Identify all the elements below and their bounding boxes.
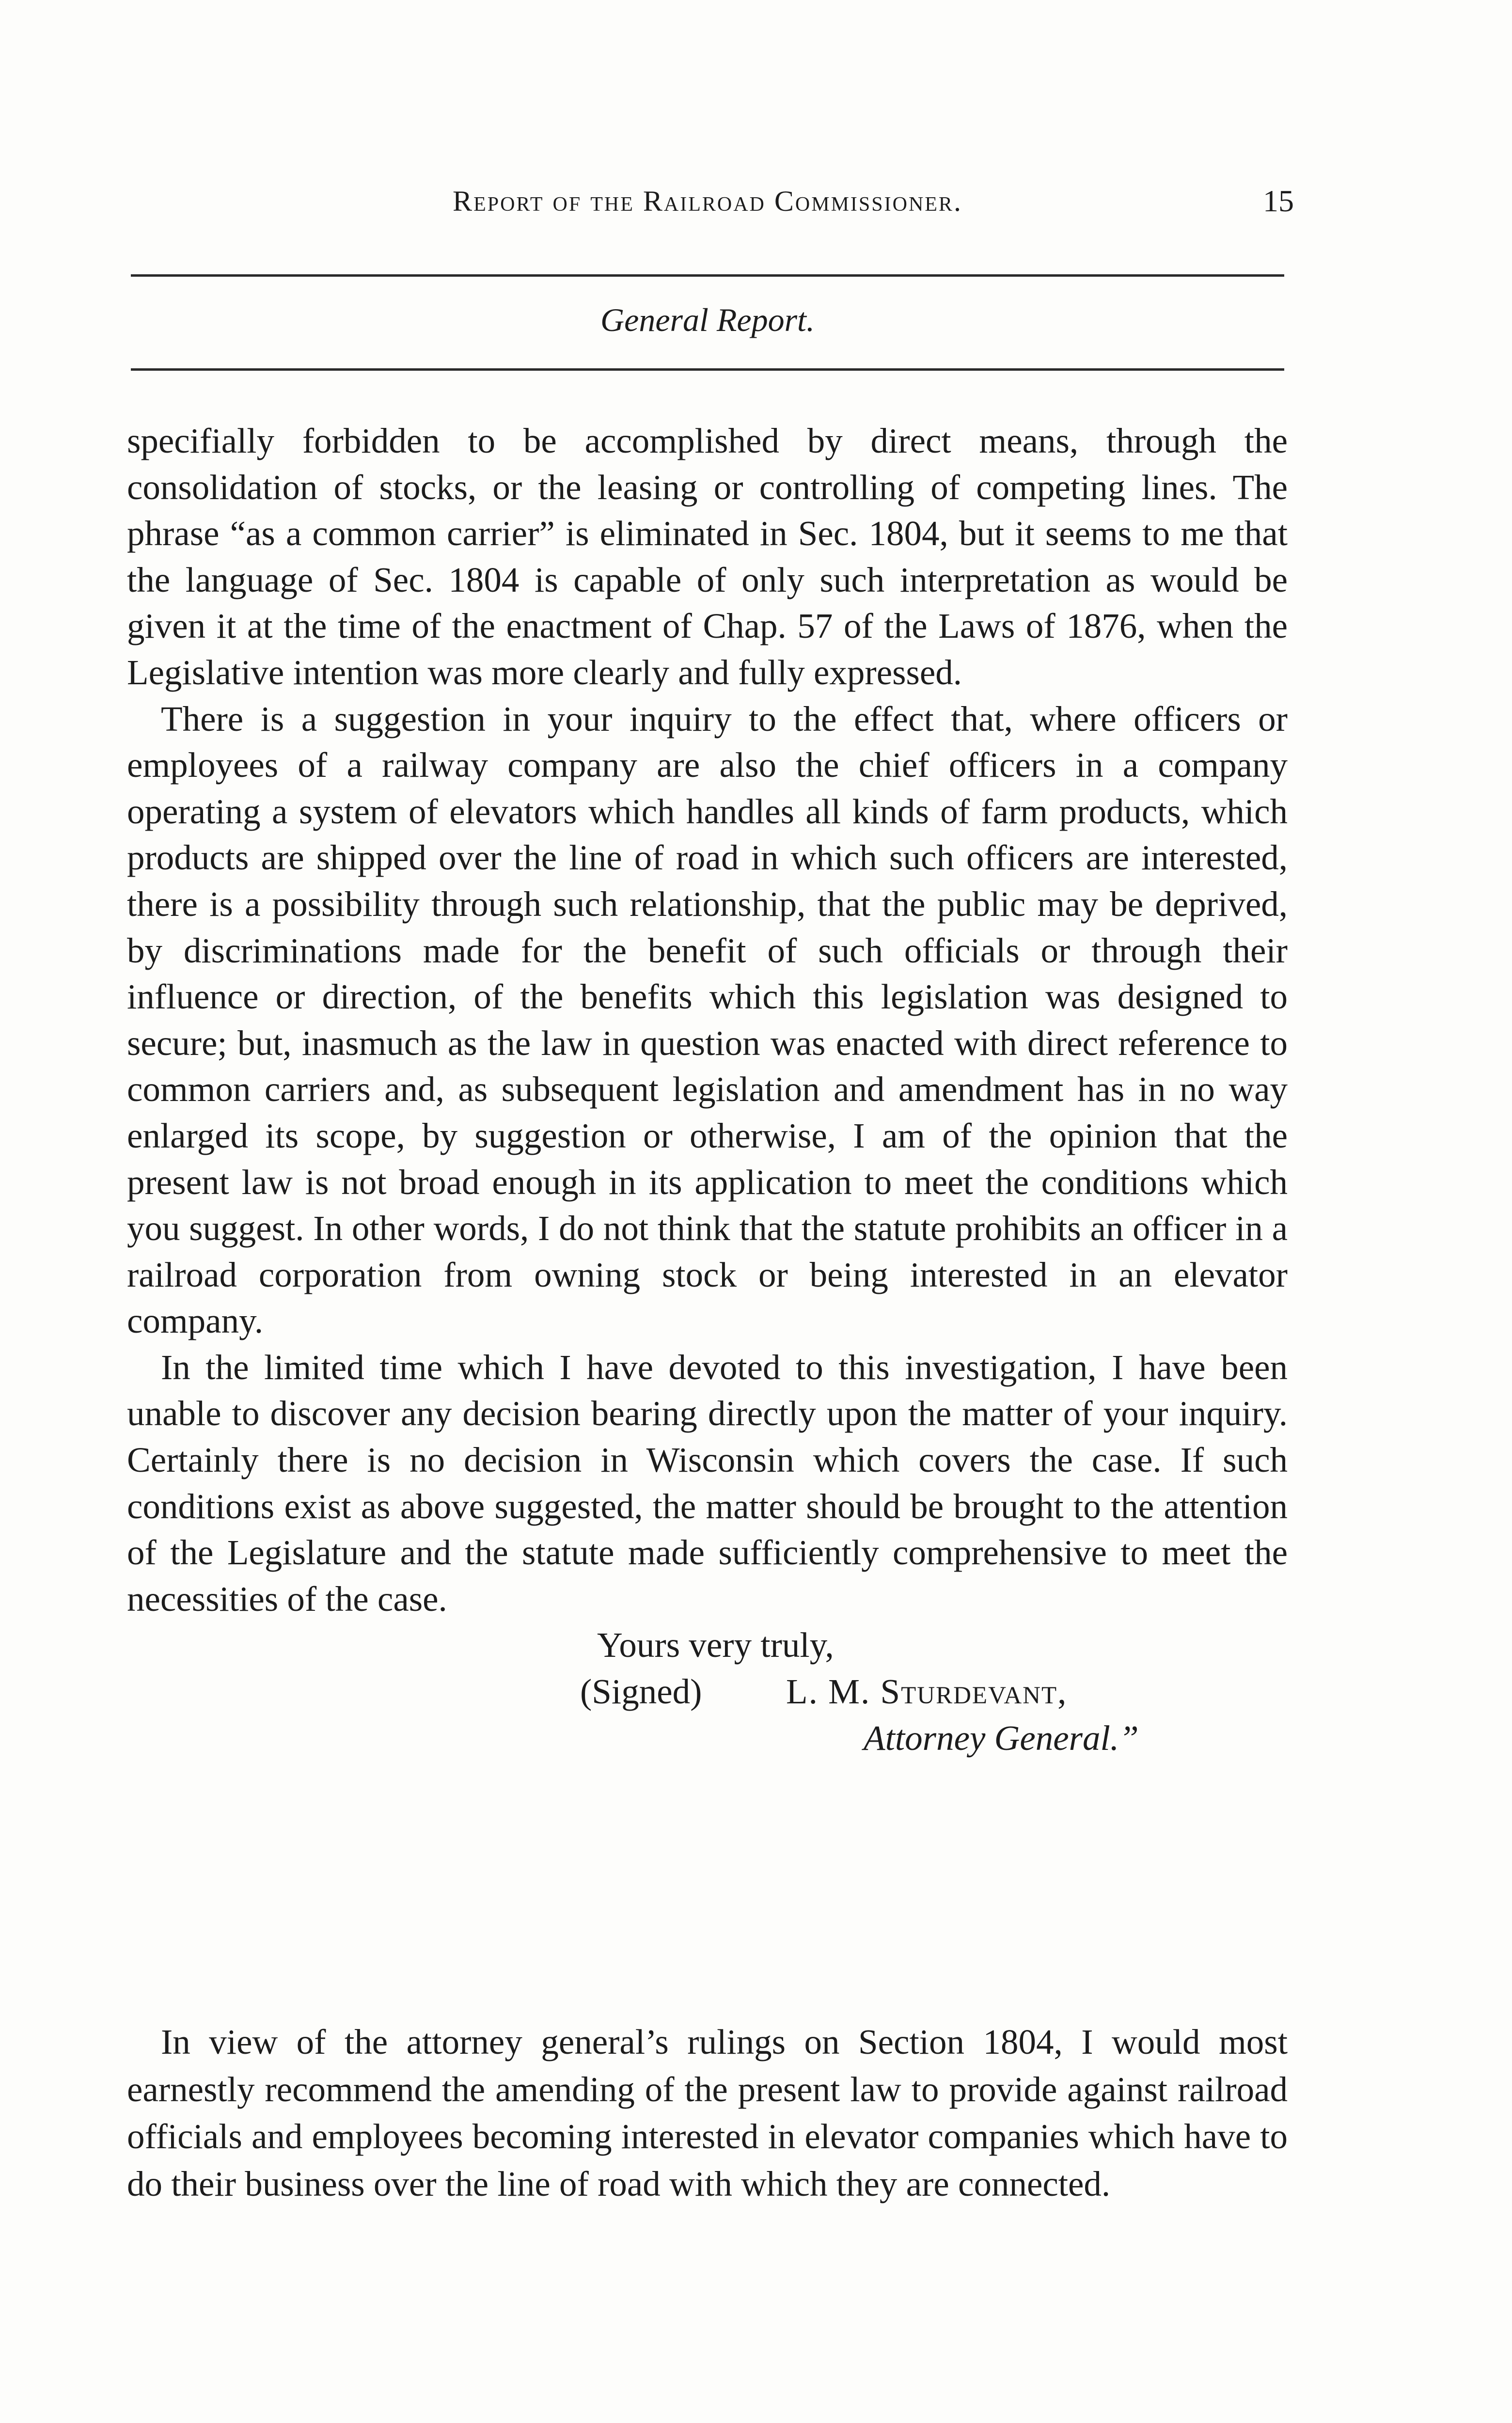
section-title: General Report.	[600, 301, 815, 338]
header-rule-bottom	[131, 368, 1284, 371]
paragraph-continued: specifially forbidden to be accomplished by direct means, through the consolidation of stocks, or the leasing or controlling of competing lines. The phrase “as a common carrier” is eliminated in Sec. 1804, but it seems to me that the language of Sec. 1804 is capable of only such interpretation as would be given it at the time of the enactment of Chap. 57 of the Laws of 1876, when the Legislative intention was more clearly and fully expressed.	[127, 421, 1288, 692]
running-title: Report of the Railroad Commissioner.	[453, 185, 962, 217]
header-rule-top	[131, 274, 1284, 277]
paragraph-suggestion: There is a suggestion in your inquiry to the effect that, where officers or employees of a railway company are also the chief officers in a company operating a system of elevators which handles all kinds of farm products, which products are shipped over the line of road in which such officers are interested, there is a possibility through such relationship, that the public may be deprived, by discriminations made for the benefit of such officials or through their influence or direction, of the benefits which this legislation was designed to secure; but, inasmuch as the law in question was enacted with direct reference to common carriers and, as subsequent legislation and amendment has in no way enlarged its scope, by suggestion or otherwise, I am of the opinion that the present law is not broad enough in its application to meet the conditions which you suggest. In other words, I do not think that the statute prohibits an officer in a railroad corporation from owning stock or being interested in an elevator company.	[127, 699, 1288, 1341]
page-number: 15	[1263, 184, 1294, 218]
signature-title: Attorney General.”	[864, 1718, 1139, 1758]
letter-body	[127, 418, 1288, 1761]
paragraph-investigation: In the limited time which I have devoted to this investigation, I have been unable to discover any decision bearing directly upon the matter of your inquiry. Certainly there is no decision in Wisconsin which covers the case. If such conditions exist as above suggested, the matter should be brought to the attention of the Legislature and the statute made sufficiently comprehensive to meet the necessities of the case.	[127, 1347, 1288, 1619]
paragraph-recommendation: In view of the attorney general’s rulings on Section 1804, I would most earnestly recommend the amending of the present law to provide against railroad officials and employees becoming interested in elevator companies which have to do their business over the line of road with which they are connected.	[127, 2022, 1288, 2203]
running-head	[126, 179, 1294, 223]
signature-name: L. M. Sturdevant,	[786, 1672, 1068, 1712]
signature-block	[127, 1622, 1288, 1761]
signature-signed-label: (Signed)	[580, 1672, 702, 1712]
signature-closing: Yours very truly,	[597, 1625, 834, 1665]
